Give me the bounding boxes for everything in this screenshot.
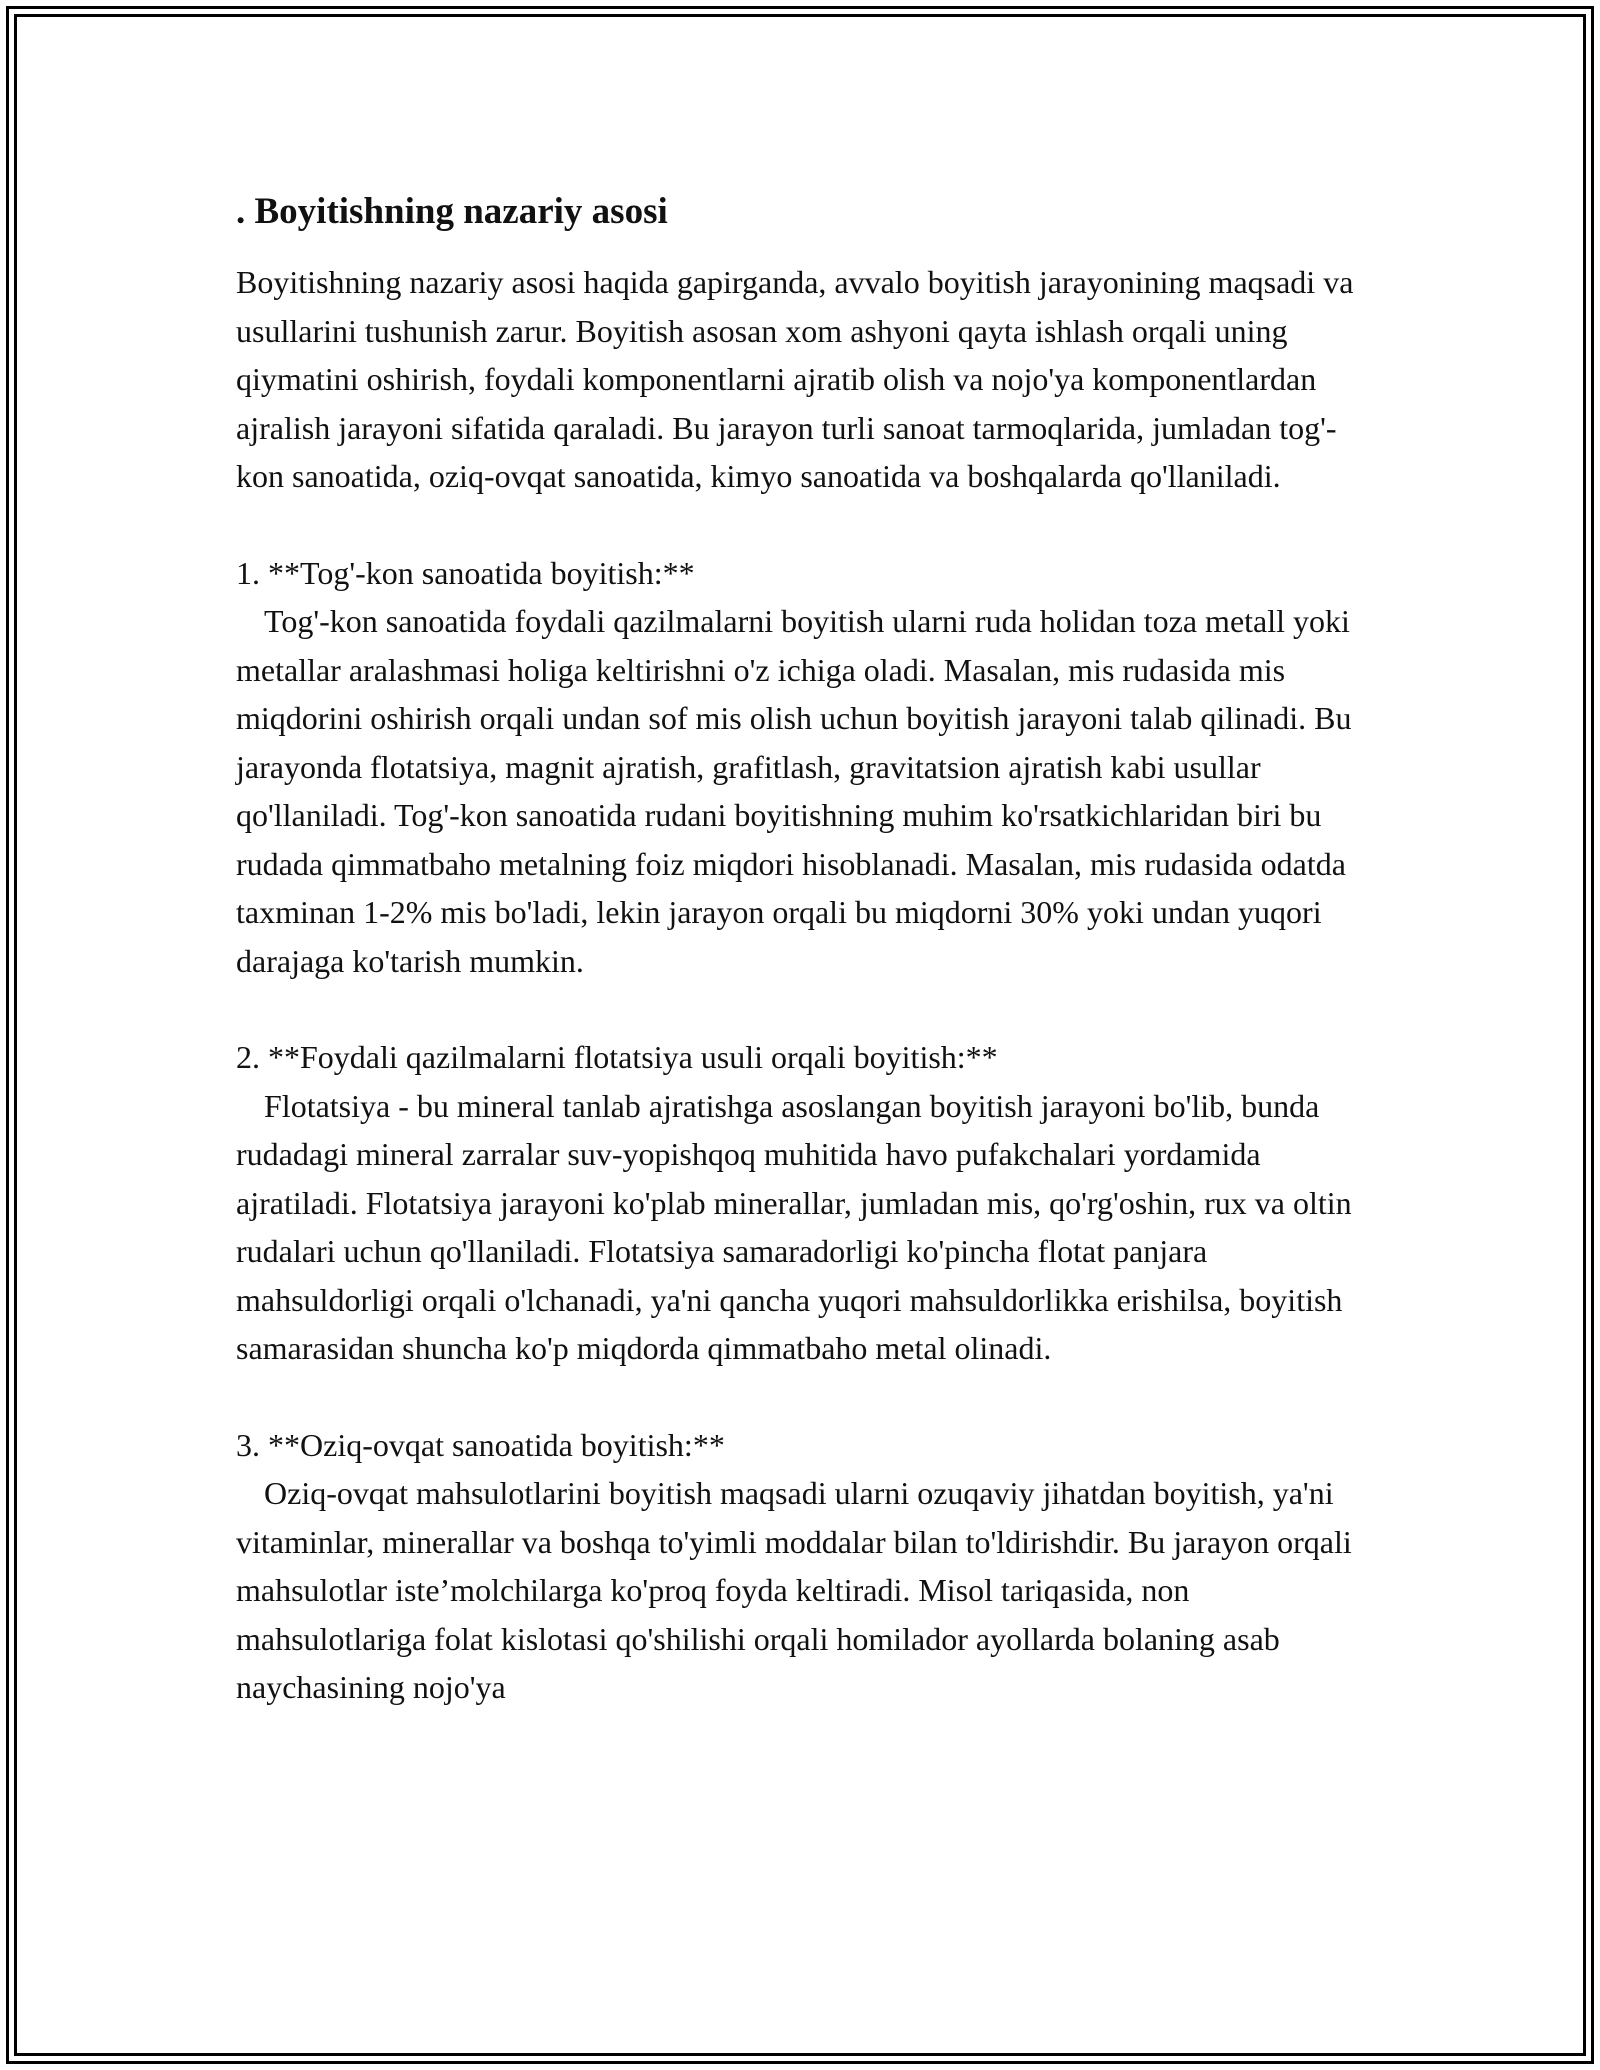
section-heading: 3. **Oziq-ovqat sanoatida boyitish:** xyxy=(236,1426,725,1463)
section-body xyxy=(236,597,1366,985)
section-heading: 2. **Foydali qazilmalarni flotatsiya usuli orqali boyitish:** xyxy=(236,1039,998,1075)
section-body-text: Flotatsiya - bu mineral tanlab ajratishga asoslangan boyitish jarayoni bo'lib, bunda rudadagi mineral zarralar suv-yopishqoq muhitida havo pufakchalari yordamida ajratiladi. Flotatsiya jarayoni ko'plab minerallar, jumladan mis, qo'rg'oshin, rux va oltin rudalari uchun qo'llaniladi. Flotatsiya samaradorligi ko'pincha flotat panjara mahsuldorligi orqali o'lchanadi, ya'ni qancha yuqori mahsuldorlikka erishilsa, boyitish samarasidan shuncha ko'p miqdorda qimmatbaho metal olinadi. xyxy=(236,1087,1352,1366)
intro-paragraph: Boyitishning nazariy asosi haqida gapirganda, avvalo boyitish jarayonining maqsadi va usullarini tushunish zarur. Boyitish asosan xom ashyoni qayta ishlash orqali uning qiymatini oshirish, foydali komponentlarni ajratib olish va nojo'ya komponentlardan ajralish jarayoni sifatida qaraladi. Bu jarayon turli sanoat tarmoqlarida, jumladan tog'-kon sanoatida, oziq-ovqat sanoatida, kimyo sanoatida va boshqalarda qo'llaniladi. xyxy=(236,264,1354,494)
section-body xyxy=(236,1082,1366,1373)
section-heading: 1. **Tog'-kon sanoatida boyitish:** xyxy=(236,554,695,591)
section-flotation xyxy=(236,1033,1366,1373)
section-body-text: Oziq-ovqat mahsulotlarini boyitish maqsadi ularni ozuqaviy jihatdan boyitish, ya'ni vitaminlar, minerallar va boshqa to'yimli moddalar bilan to'ldirishdir. Bu jarayon orqali mahsulotlar iste’molchilarga ko'proq foyda keltiradi. Misol tariqasida, non mahsulotlariga folat kislotasi qo'shilishi orqali homilador ayollarda bolaning asab naychasining nojo'ya xyxy=(236,1475,1352,1705)
section-body-text: Tog'-kon sanoatida foydali qazilmalarni boyitish ularni ruda holidan toza metall yoki metallar aralashmasi holiga keltirishni o'z ichiga oladi. Masalan, mis rudasida mis miqdorini oshirish orqali undan sof mis olish uchun boyitish jarayoni talab qilinadi. Bu jarayonda flotatsiya, magnit ajratish, grafitlash, gravitatsion ajratish kabi usullar qo'llaniladi. Tog'-kon sanoatida rudani boyitishning muhim ko'rsatkichlaridan biri bu rudada qimmatbaho metalning foiz miqdori hisoblanadi. Masalan, mis rudasida odatda taxminan 1-2% mis bo'ladi, lekin jarayon orqali bu miqdorni 30% yoki undan yuqori darajaga ko'tarish mumkin. xyxy=(236,603,1352,979)
section-body xyxy=(236,1469,1366,1712)
section-food xyxy=(236,1421,1366,1712)
section-mining xyxy=(236,549,1366,986)
document-body xyxy=(236,188,1366,1712)
document-title: . Boyitishning nazariy asosi xyxy=(236,191,668,232)
